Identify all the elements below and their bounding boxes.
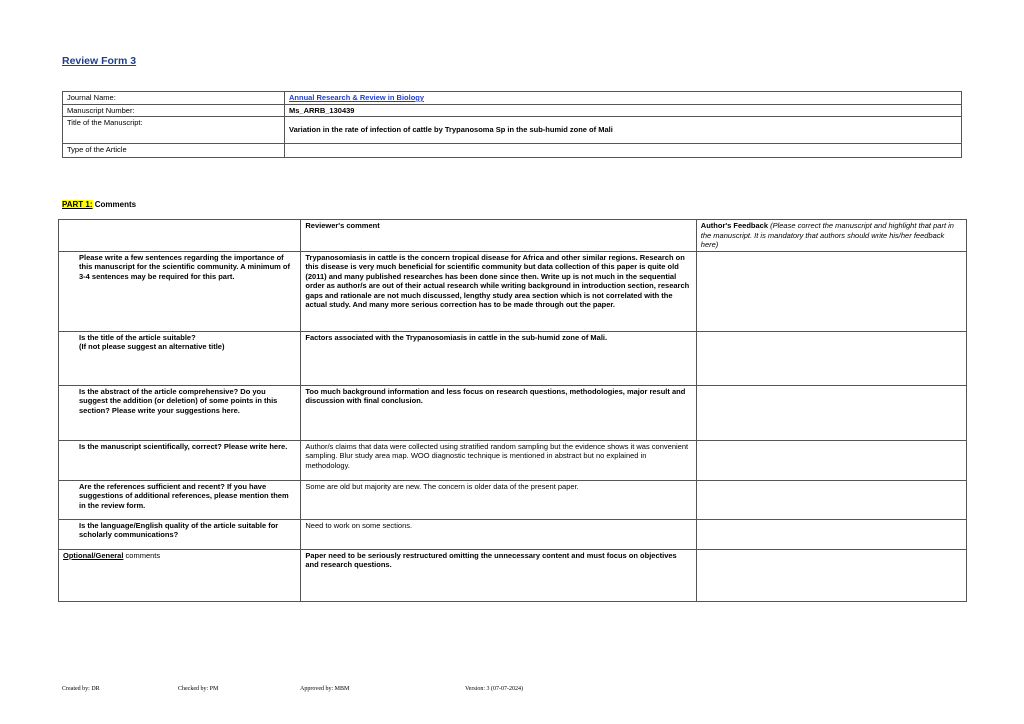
part1-heading xyxy=(62,200,136,209)
comments-table xyxy=(58,219,967,602)
header-empty-cell xyxy=(59,220,301,252)
optional-comment-cell: Paper need to be seriously restructured omitting the unnecessary content and must focus on objectives and research questions. xyxy=(301,549,696,601)
article-type-value xyxy=(285,144,962,158)
table-row xyxy=(59,480,967,519)
question-cell: Is the language/English quality of the article suitable for scholarly communications? xyxy=(59,519,301,549)
comment-cell: Factors associated with the Trypanosomiasis in cattle in the sub-humid zone of Mali. xyxy=(301,331,696,385)
feedback-cell[interactable] xyxy=(696,480,966,519)
part1-prefix: PART 1: xyxy=(62,200,93,209)
optional-label-cell xyxy=(59,549,301,601)
table-row xyxy=(59,385,967,440)
question-cell: Are the references sufficient and recent? If you have suggestions of additional references, please mention them in the review form. xyxy=(59,480,301,519)
question-cell: Please write a few sentences regarding the importance of this manuscript for the scientific community. A minimum of 3-4 sentences may be required for this part. xyxy=(59,251,301,331)
table-row xyxy=(59,519,967,549)
manuscript-title-label: Title of the Manuscript: xyxy=(63,117,285,144)
optional-label-bold: Optional/General xyxy=(63,550,124,560)
question-line: Is the title of the article suitable? (If not please suggest an alternative title) xyxy=(79,332,225,351)
article-type-label: Type of the Article xyxy=(63,144,285,158)
feedback-cell[interactable] xyxy=(696,331,966,385)
footer-approved: Approved by: MBM xyxy=(300,686,350,692)
comment-cell: Trypanosomiasis in cattle is the concern tropical disease for Africa and other similar regions. Research on this disease is very much beneficial for scientific community but data collection of this paper is quite old (2011) and many published researches has been done since then. Write up is not much in the sequential order as author/s are out of their actual research while writing background in introduction section, research gaps and rationale are not much discussed, lengthy study area section which is not correlated with the actual study. And many more serious correction has to be made through out the paper. xyxy=(301,251,696,331)
manuscript-info-table xyxy=(62,91,962,158)
author-feedback-note: (Please correct the manuscript and highlight that part in the manuscript. It is mandatory that authors should write his/her feedback here) xyxy=(700,221,954,249)
author-feedback-header xyxy=(696,220,966,252)
footer-checked: Checked by: PM xyxy=(178,686,219,692)
table-row xyxy=(59,331,967,385)
comment-cell: Too much background information and less focus on research questions, methodologies, major result and discussion with final conclusion. xyxy=(301,385,696,440)
question-cell xyxy=(59,331,301,385)
footer-created: Created by: DR xyxy=(62,686,100,692)
manuscript-number-label: Manuscript Number: xyxy=(63,104,285,117)
manuscript-title-value: Variation in the rate of infection of cattle by Trypanosoma Sp in the sub-humid zone of Mali xyxy=(285,117,962,144)
comment-cell: Author/s claims that data were collected using stratified random sampling but the evidence shows it was convenient sampling. Blur study area map. WOO diagnostic technique is mentioned in abstract but no explained in methodology. xyxy=(301,440,696,480)
optional-label-rest: comments xyxy=(123,550,161,560)
feedback-cell[interactable] xyxy=(696,519,966,549)
feedback-cell[interactable] xyxy=(696,385,966,440)
journal-label: Journal Name: xyxy=(63,92,285,105)
question-cell: Is the abstract of the article comprehensive? Do you suggest the addition (or deletion) of some points in this section? Please write your suggestions here. xyxy=(59,385,301,440)
optional-row xyxy=(59,549,967,601)
form-title: Review Form 3 xyxy=(62,55,137,67)
table-row xyxy=(59,440,967,480)
feedback-cell[interactable] xyxy=(696,251,966,331)
journal-value xyxy=(285,92,962,105)
comment-cell: Need to work on some sections. xyxy=(301,519,696,549)
feedback-cell[interactable] xyxy=(696,440,966,480)
reviewer-comment-header: Reviewer's comment xyxy=(301,220,696,252)
manuscript-number-value: Ms_ARRB_130439 xyxy=(285,104,962,117)
author-feedback-title: Author's Feedback xyxy=(700,221,769,230)
part1-label: Comments xyxy=(92,200,137,209)
optional-feedback-cell[interactable] xyxy=(696,549,966,601)
journal-link[interactable]: Annual Research & Review in Biology xyxy=(289,93,425,102)
footer-version: Version: 3 (07-07-2024) xyxy=(465,686,523,692)
table-row xyxy=(59,251,967,331)
comment-cell: Some are old but majority are new. The concern is older data of the present paper. xyxy=(301,480,696,519)
question-cell: Is the manuscript scientifically, correct? Please write here. xyxy=(59,440,301,480)
